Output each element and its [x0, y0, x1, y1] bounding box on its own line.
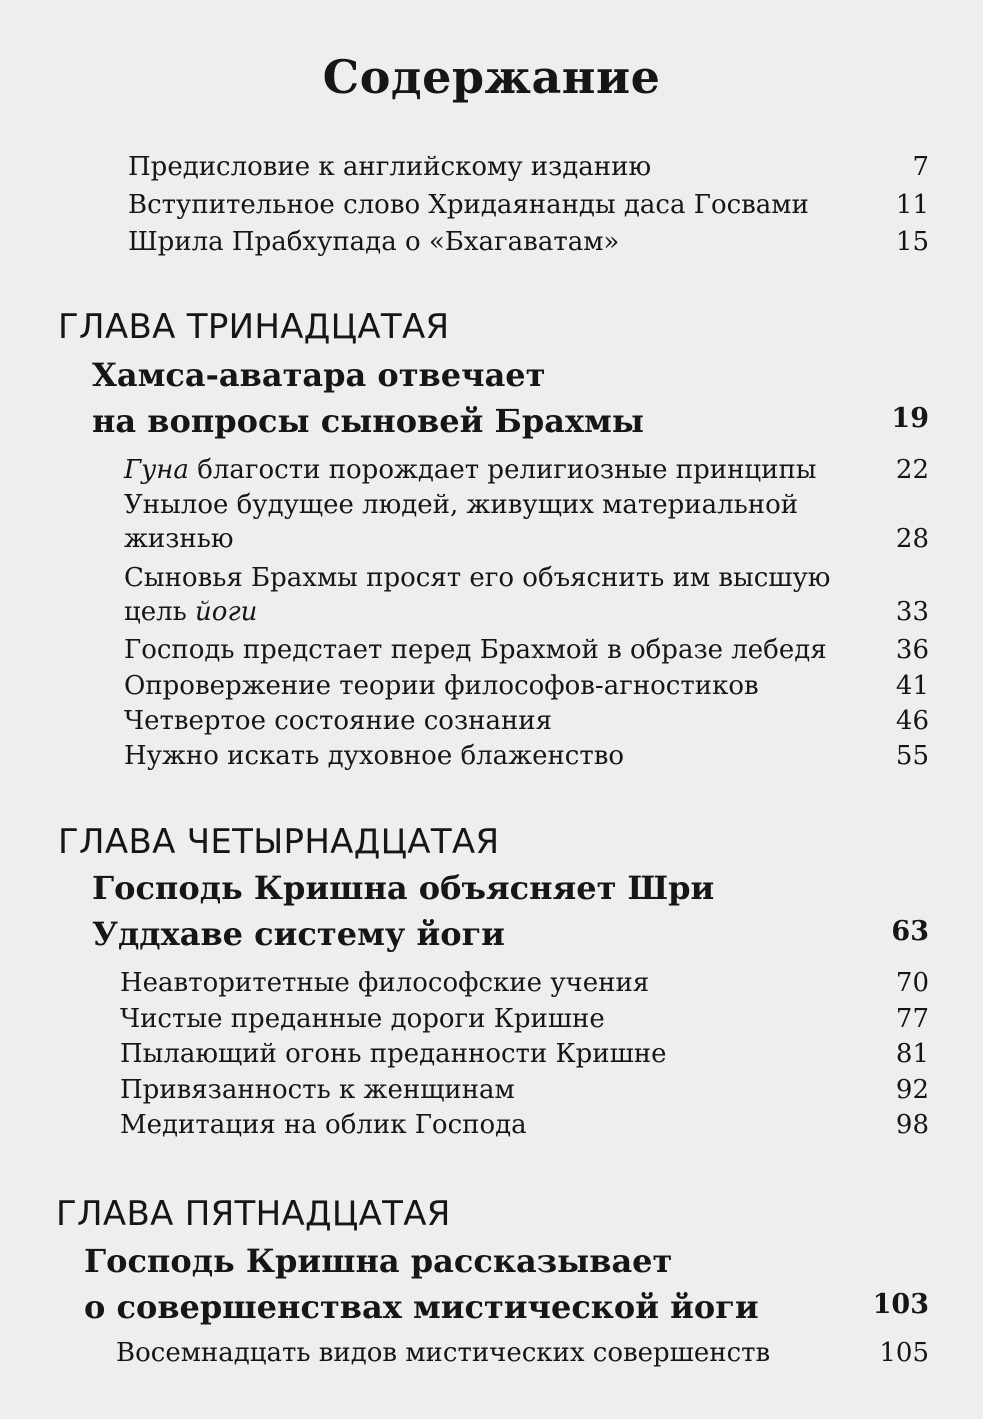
toc-entry — [124, 739, 929, 773]
entry-title-italic: Гуна — [124, 455, 189, 485]
entry-page: 11 — [895, 190, 929, 220]
entry-page: 105 — [879, 1338, 929, 1368]
entry-title: Неавторитетные философские учения — [120, 968, 650, 998]
toc-entry — [128, 188, 929, 222]
entry-title: Привязанность к женщинам — [120, 1075, 515, 1105]
entry-title: Пылающий огонь преданности Кришне — [120, 1039, 667, 1069]
entry-title: Четвертое состояние сознания — [124, 706, 553, 736]
entry-page: 81 — [895, 1039, 929, 1069]
entry-page: 28 — [895, 524, 929, 554]
entry-page: 70 — [895, 968, 929, 998]
entry-title: Господь предстает перед Брахмой в образе лебедя — [124, 635, 827, 665]
entry-title-line: Сыновья Брахмы просят его объяснить им высшую — [124, 563, 831, 593]
entry-title-line: цель — [124, 597, 196, 627]
entry-title: Чистые преданные дороги Кришне — [120, 1004, 605, 1034]
page-title: Содержание — [322, 50, 661, 104]
entry-title: Шрила Прабхупада о «Бхагаватам» — [128, 227, 620, 257]
chapter-title-line: Уддхаве систему йоги — [92, 915, 505, 953]
entry-page: 15 — [895, 227, 929, 257]
entry-page: 92 — [895, 1075, 929, 1105]
toc-entry — [124, 561, 929, 629]
toc-entry — [120, 1002, 929, 1036]
toc-entry — [120, 1037, 929, 1071]
entry-title: благости порождает религиозные принципы — [188, 455, 817, 485]
entry-page: 36 — [895, 635, 929, 665]
chapter-title-line: о совершенствах мистической йоги — [84, 1288, 759, 1326]
entry-title: Восемнадцать видов мистических совершенств — [116, 1338, 771, 1368]
chapter-heading: ГЛАВА ЧЕТЫРНАДЦАТАЯ — [58, 822, 500, 862]
bleed-through-text — [150, 10, 158, 38]
entry-title: Вступительное слово Хридаянанды даса Госвами — [128, 190, 809, 220]
entry-title: Нужно искать духовное блаженство — [124, 741, 625, 771]
entry-page: 41 — [895, 671, 929, 701]
toc-entry — [120, 1108, 929, 1142]
chapter-title-line: на вопросы сыновей Брахмы — [92, 402, 644, 440]
entry-page: 98 — [895, 1110, 929, 1140]
toc-entry — [124, 669, 929, 703]
toc-entry — [124, 704, 929, 738]
entry-page: 77 — [895, 1004, 929, 1034]
chapter-title-line: Господь Кришна объясняет Шри — [92, 869, 715, 907]
toc-entry — [120, 966, 929, 1000]
chapter-page: 63 — [891, 916, 929, 947]
toc-entry — [128, 225, 929, 259]
entry-title-line: жизнью — [124, 524, 234, 554]
chapter-heading: ГЛАВА ПЯТНАДЦАТАЯ — [56, 1194, 451, 1234]
entry-page: 55 — [895, 741, 929, 771]
toc-entry — [124, 488, 929, 556]
chapter-title — [92, 352, 929, 444]
chapter-title — [92, 865, 929, 957]
chapter-title — [84, 1238, 929, 1330]
toc-entry — [124, 633, 929, 667]
toc-entry — [124, 453, 929, 487]
chapter-heading: ГЛАВА ТРИНАДЦАТАЯ — [58, 307, 450, 347]
entry-title: Медитация на облик Господа — [120, 1110, 527, 1140]
entry-title: Предисловие к английскому изданию — [128, 152, 652, 182]
toc-entry — [120, 1073, 929, 1107]
chapter-page: 19 — [891, 403, 929, 434]
entry-title-italic: йоги — [195, 597, 258, 627]
entry-page: 7 — [912, 152, 929, 182]
entry-title: Опровержение теории философов-агностиков — [124, 671, 759, 701]
chapter-page: 103 — [872, 1289, 929, 1320]
chapter-title-line: Хамса-аватара отвечает — [92, 356, 546, 394]
entry-page: 22 — [895, 455, 929, 485]
chapter-title-line: Господь Кришна рассказывает — [84, 1242, 673, 1280]
toc-entry — [116, 1336, 929, 1370]
toc-entry — [128, 150, 929, 184]
entry-page: 33 — [895, 597, 929, 627]
entry-title-line: Унылое будущее людей, живущих материальной — [124, 490, 799, 520]
entry-page: 46 — [895, 706, 929, 736]
